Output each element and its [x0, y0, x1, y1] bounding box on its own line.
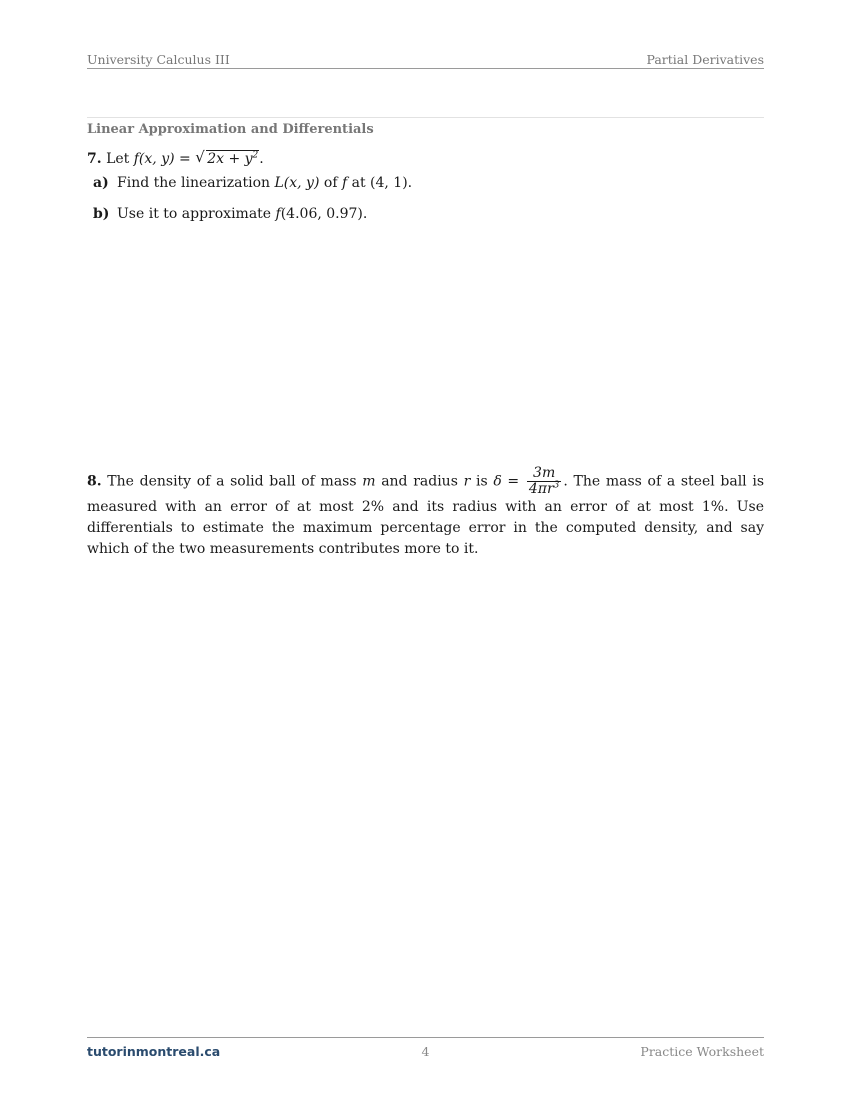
fraction-numerator: 3m — [527, 466, 562, 482]
page-header — [87, 50, 764, 69]
question-text: is — [470, 473, 494, 490]
math-term: f — [275, 206, 281, 222]
equals-sign: = — [501, 473, 525, 490]
radicand: 2x + y — [207, 151, 253, 167]
part-label: b) — [93, 206, 110, 222]
math-term: m — [362, 473, 376, 490]
part-label: a) — [93, 175, 109, 191]
punctuation: . — [259, 151, 264, 167]
part-text: of — [319, 175, 342, 191]
question-8 — [87, 466, 764, 560]
part-text: Find the linearization — [117, 175, 275, 191]
part-text: at (4, 1). — [347, 175, 413, 191]
question-intro: Let — [106, 151, 134, 167]
question-7-part-a — [93, 174, 412, 192]
function-expression: f(x, y) = — [133, 151, 196, 167]
math-term: f — [341, 175, 348, 191]
site-link[interactable]: tutorinmontreal.ca — [87, 1044, 221, 1059]
square-root: √ $2x + y^2$ — [195, 148, 259, 167]
question-number: 7. — [87, 151, 102, 167]
question-7-part-b — [93, 205, 367, 223]
question-7 — [87, 150, 264, 168]
question-text: and radius — [375, 473, 464, 490]
question-text: The density of a solid ball of mass — [101, 473, 363, 490]
section-divider — [87, 117, 764, 118]
course-title: University Calculus III — [87, 52, 230, 67]
fraction-denominator: 4πr — [528, 481, 554, 497]
page-footer — [87, 1037, 764, 1060]
question-number: 8. — [87, 473, 102, 490]
math-term: δ — [493, 473, 502, 490]
math-term: L(x, y) — [274, 175, 320, 191]
section-title: Linear Approximation and Differentials — [87, 122, 374, 137]
page-number: 4 — [421, 1044, 430, 1059]
document-type: Practice Worksheet — [640, 1044, 764, 1059]
chapter-title: Partial Derivatives — [646, 52, 764, 67]
density-fraction — [527, 466, 562, 497]
part-text: (4.06, 0.97). — [280, 206, 368, 222]
question-text: . The mass of a steel ball is measured with an error of at most 2% and its radius with an error of at most 1%. Use differentials to estimate the maximum percentage error in the computed density, and say which of the two measurements contributes more to it. — [87, 473, 765, 557]
math-term: r — [463, 473, 471, 490]
part-text: Use it to approximate — [117, 206, 276, 222]
exponent: 3 — [553, 480, 560, 491]
exponent: 2 — [252, 150, 259, 161]
